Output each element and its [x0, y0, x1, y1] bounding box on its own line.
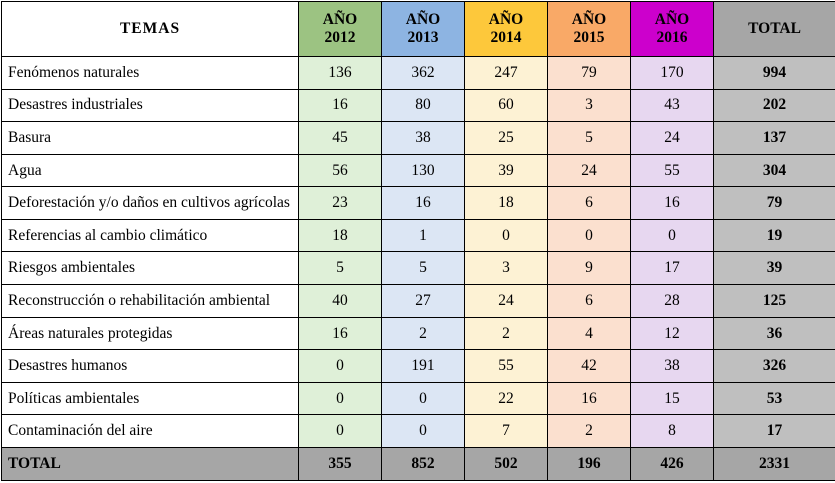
table-row [2, 382, 835, 415]
column-header-total: TOTAL [714, 2, 835, 57]
cell-2015: 24 [548, 154, 631, 187]
column-header-year-2013 [382, 2, 465, 57]
table-footer-row [2, 448, 835, 481]
cell-2012: 0 [299, 382, 382, 415]
row-theme-label: Áreas naturales protegidas [2, 317, 299, 350]
row-theme-label: Agua [2, 154, 299, 187]
table-row [2, 415, 835, 448]
cell-2015: 2 [548, 415, 631, 448]
cell-2016: 24 [631, 122, 714, 155]
cell-2016: 43 [631, 89, 714, 122]
cell-2016: 17 [631, 252, 714, 285]
themes-by-year-table [1, 1, 835, 481]
cell-2013: 1 [382, 219, 465, 252]
table-row [2, 317, 835, 350]
cell-row-total: 326 [714, 350, 835, 383]
cell-2016: 55 [631, 154, 714, 187]
cell-row-total: 202 [714, 89, 835, 122]
footer-total-2013: 852 [382, 448, 465, 481]
cell-2014: 3 [465, 252, 548, 285]
row-theme-label: Riesgos ambientales [2, 252, 299, 285]
cell-2016: 15 [631, 382, 714, 415]
row-theme-label: Desastres industriales [2, 89, 299, 122]
table-container [0, 1, 835, 483]
column-header-year-2015 [548, 2, 631, 57]
table-row [2, 154, 835, 187]
cell-2015: 79 [548, 57, 631, 90]
column-header-year-2012 [299, 2, 382, 57]
footer-total-2014: 502 [465, 448, 548, 481]
cell-2013: 38 [382, 122, 465, 155]
cell-2016: 8 [631, 415, 714, 448]
year-label-top-2016: AÑO [633, 11, 711, 29]
cell-2013: 362 [382, 57, 465, 90]
table-row [2, 89, 835, 122]
cell-2015: 6 [548, 187, 631, 220]
cell-2015: 42 [548, 350, 631, 383]
footer-total-2012: 355 [299, 448, 382, 481]
cell-row-total: 36 [714, 317, 835, 350]
table-row [2, 122, 835, 155]
cell-row-total: 19 [714, 219, 835, 252]
cell-row-total: 994 [714, 57, 835, 90]
row-theme-label: Políticas ambientales [2, 382, 299, 415]
cell-2012: 16 [299, 89, 382, 122]
cell-2012: 136 [299, 57, 382, 90]
cell-2013: 5 [382, 252, 465, 285]
cell-row-total: 39 [714, 252, 835, 285]
year-label-bottom-2016: 2016 [633, 29, 711, 47]
cell-2012: 56 [299, 154, 382, 187]
cell-2015: 6 [548, 285, 631, 318]
cell-2016: 28 [631, 285, 714, 318]
cell-2014: 2 [465, 317, 548, 350]
cell-2013: 130 [382, 154, 465, 187]
table-row [2, 219, 835, 252]
cell-row-total: 125 [714, 285, 835, 318]
cell-2014: 60 [465, 89, 548, 122]
row-theme-label: Reconstrucción o rehabilitación ambiental [2, 285, 299, 318]
row-theme-label: Basura [2, 122, 299, 155]
cell-2014: 7 [465, 415, 548, 448]
cell-2013: 27 [382, 285, 465, 318]
year-label-top-2012: AÑO [301, 11, 379, 29]
cell-2015: 16 [548, 382, 631, 415]
footer-grand-total: 2331 [714, 448, 835, 481]
cell-2016: 12 [631, 317, 714, 350]
cell-2013: 16 [382, 187, 465, 220]
cell-2013: 0 [382, 382, 465, 415]
cell-row-total: 53 [714, 382, 835, 415]
table-row [2, 252, 835, 285]
cell-2013: 191 [382, 350, 465, 383]
cell-2012: 0 [299, 350, 382, 383]
row-theme-label: Desastres humanos [2, 350, 299, 383]
cell-2013: 0 [382, 415, 465, 448]
cell-2014: 25 [465, 122, 548, 155]
footer-label: TOTAL [2, 448, 299, 481]
cell-2014: 0 [465, 219, 548, 252]
cell-2013: 2 [382, 317, 465, 350]
cell-2012: 40 [299, 285, 382, 318]
year-label-bottom-2014: 2014 [467, 29, 545, 47]
cell-row-total: 137 [714, 122, 835, 155]
cell-row-total: 304 [714, 154, 835, 187]
cell-2016: 16 [631, 187, 714, 220]
cell-2012: 0 [299, 415, 382, 448]
cell-2012: 23 [299, 187, 382, 220]
cell-2015: 5 [548, 122, 631, 155]
column-header-year-2014 [465, 2, 548, 57]
year-label-bottom-2015: 2015 [550, 29, 628, 47]
cell-2015: 0 [548, 219, 631, 252]
table-row [2, 187, 835, 220]
cell-2014: 22 [465, 382, 548, 415]
column-header-themes: TEMAS [2, 2, 299, 57]
cell-2016: 170 [631, 57, 714, 90]
cell-2012: 5 [299, 252, 382, 285]
cell-2015: 3 [548, 89, 631, 122]
table-row [2, 350, 835, 383]
cell-2016: 0 [631, 219, 714, 252]
year-label-top-2014: AÑO [467, 11, 545, 29]
year-label-top-2015: AÑO [550, 11, 628, 29]
column-header-year-2016 [631, 2, 714, 57]
year-label-top-2013: AÑO [384, 11, 462, 29]
cell-2014: 247 [465, 57, 548, 90]
table-row [2, 285, 835, 318]
cell-2014: 18 [465, 187, 548, 220]
cell-2015: 9 [548, 252, 631, 285]
cell-2014: 39 [465, 154, 548, 187]
row-theme-label: Contaminación del aire [2, 415, 299, 448]
cell-2012: 45 [299, 122, 382, 155]
year-label-bottom-2012: 2012 [301, 29, 379, 47]
cell-2012: 18 [299, 219, 382, 252]
cell-2014: 55 [465, 350, 548, 383]
cell-2015: 4 [548, 317, 631, 350]
table-header-row [2, 2, 835, 57]
cell-row-total: 79 [714, 187, 835, 220]
footer-total-2015: 196 [548, 448, 631, 481]
row-theme-label: Deforestación y/o daños en cultivos agrícolas [2, 187, 299, 220]
cell-2012: 16 [299, 317, 382, 350]
row-theme-label: Referencias al cambio climático [2, 219, 299, 252]
row-theme-label: Fenómenos naturales [2, 57, 299, 90]
table-row [2, 57, 835, 90]
cell-2016: 38 [631, 350, 714, 383]
year-label-bottom-2013: 2013 [384, 29, 462, 47]
footer-total-2016: 426 [631, 448, 714, 481]
cell-2013: 80 [382, 89, 465, 122]
cell-row-total: 17 [714, 415, 835, 448]
cell-2014: 24 [465, 285, 548, 318]
